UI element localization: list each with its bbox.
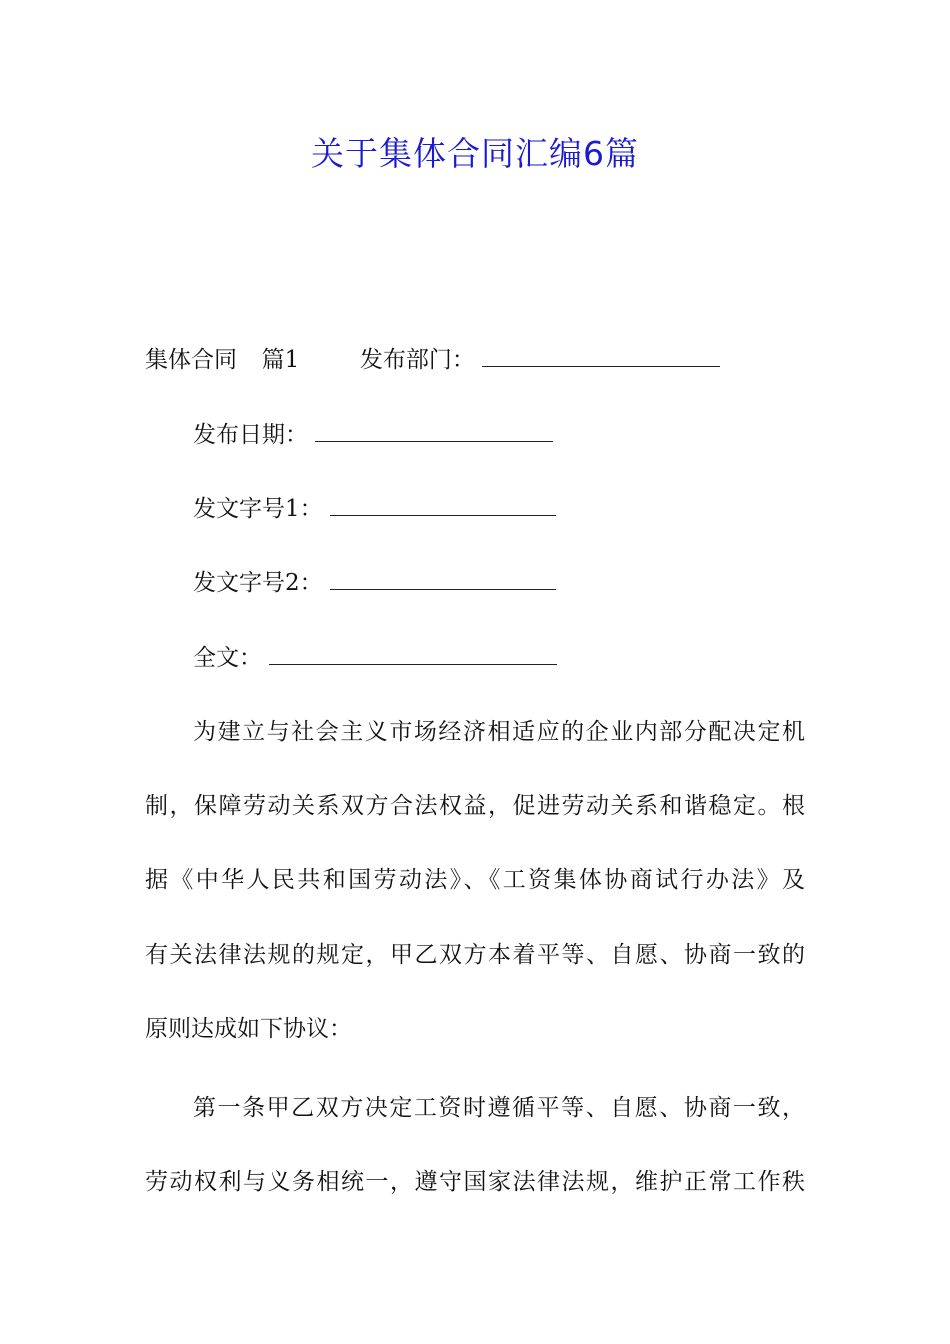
doc-no1-label: 发文字号1： — [193, 496, 323, 522]
date-label: 发布日期： — [193, 422, 308, 448]
paragraph-line: 制，保障劳动关系双方合法权益，促进劳动关系和谐稳定。根 — [145, 793, 805, 819]
fulltext-label: 全文： — [193, 645, 262, 671]
doc-no1-line — [193, 494, 556, 524]
section-name: 集体合同 — [145, 347, 237, 373]
paragraph-line: 据《中华人民共和国劳动法》、《工资集体协商试行办法》及 — [145, 867, 805, 893]
paragraph-line: 为建立与社会主义市场经济相适应的企业内部分配决定机 — [193, 719, 805, 745]
dept-blank — [482, 346, 720, 367]
doc-no2-label: 发文字号2： — [193, 570, 323, 596]
paragraph-line: 劳动权利与义务相统一，遵守国家法律法规，维护正常工作秩 — [145, 1169, 805, 1195]
paragraph-line: 原则达成如下协议： — [145, 1016, 352, 1042]
fulltext-line — [193, 643, 557, 673]
doc-no1-blank — [330, 495, 556, 516]
part-label: 篇1 — [261, 347, 300, 373]
doc-no2-line — [193, 568, 556, 598]
header-line — [145, 345, 720, 375]
doc-no2-blank — [330, 569, 556, 590]
document-title: 关于集体合同汇编6篇 — [311, 134, 639, 173]
date-blank — [315, 421, 553, 442]
fulltext-blank — [269, 644, 557, 665]
paragraph-line: 有关法律法规的规定，甲乙双方本着平等、自愿、协商一致的 — [145, 942, 805, 968]
paragraph-line: 第一条甲乙双方决定工资时遵循平等、自愿、协商一致， — [193, 1095, 805, 1121]
dept-label: 发布部门： — [359, 347, 475, 373]
date-line — [193, 420, 553, 450]
